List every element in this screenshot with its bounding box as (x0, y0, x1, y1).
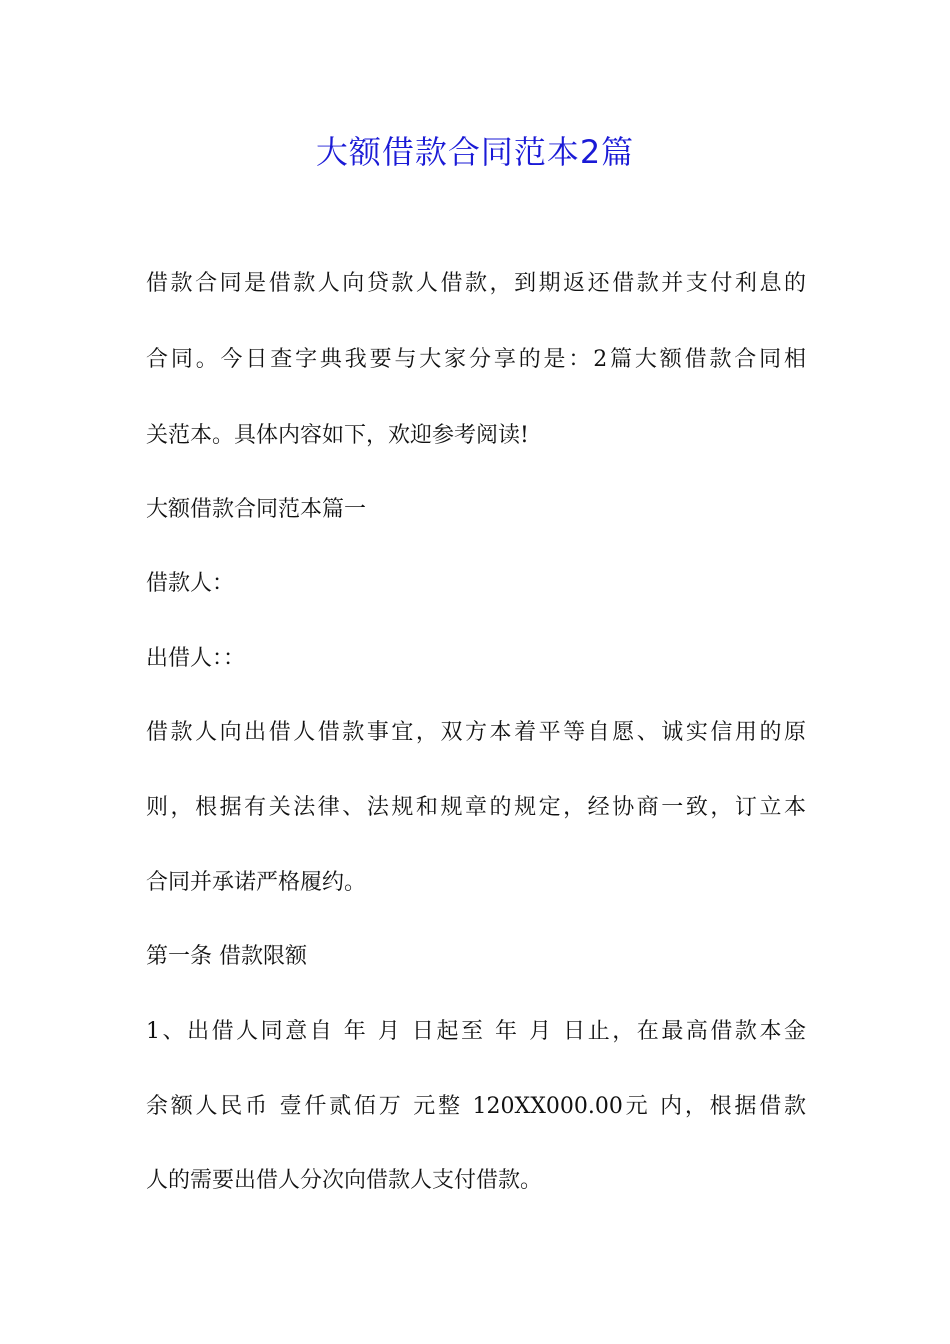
paragraph-line-1: 借款合同是借款人向贷款人借款，到期返还借款并支付利息的 (146, 271, 806, 296)
paragraph-line-6: 合同并承诺严格履约。 (146, 870, 367, 895)
paragraph-line-2: 合同。今日查字典我要与大家分享的是：2篇大额借款合同相 (146, 347, 806, 372)
section-heading: 大额借款合同范本篇一 (146, 497, 367, 522)
paragraph-line-7: 1、出借人同意自 年 月 日起至 年 月 日止，在最高借款本金 (146, 1019, 806, 1044)
paragraph-line-3: 关范本。具体内容如下，欢迎参考阅读! (146, 423, 529, 448)
lender-label: 出借人：： (146, 646, 246, 671)
article-heading: 第一条 借款限额 (146, 944, 307, 969)
paragraph-line-4: 借款人向出借人借款事宜，双方本着平等自愿、诚实信用的原 (146, 720, 806, 745)
paragraph-line-8: 余额人民币 壹仟贰佰万 元整 120XX000.00元 内，根据借款 (146, 1094, 806, 1119)
paragraph-line-9: 人的需要出借人分次向借款人支付借款。 (146, 1168, 543, 1193)
paragraph-line-5: 则，根据有关法律、法规和规章的规定，经协商一致，订立本 (146, 795, 806, 820)
document-title: 大额借款合同范本2篇 (315, 133, 635, 171)
borrower-label: 借款人： (146, 571, 235, 596)
